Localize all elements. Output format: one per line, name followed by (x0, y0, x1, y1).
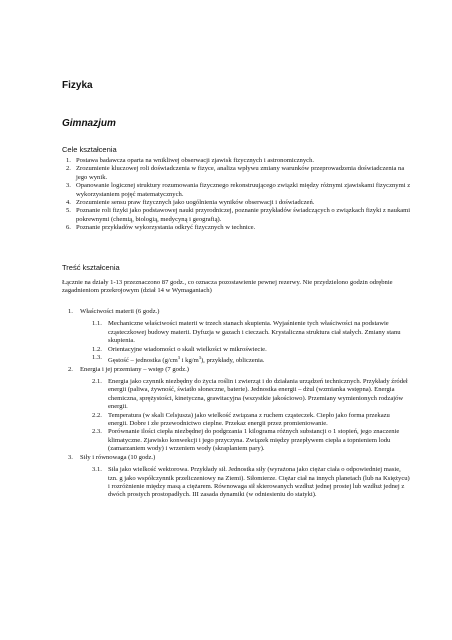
subsection-1-1: 1.1. Mechaniczne właściwości materii w trzech stanach skupienia. Wyjaśnienie tych właściwości na podstawie cząsteczkowej budowy materii. Dyfuzja w gazach i cieczach. Krystaliczna struktura ciał stałych. Zmiany stanu skupienia. (92, 320, 401, 345)
list-item: 5. Poznanie roli fizyki jako podstawowej nauki przyrodniczej, poznanie przykładów świadczących o związkach fizyki z naukami pokrewnymi (chemią, biologią, medycyną i geografią). (66, 207, 411, 223)
section-2: 2. Energia i jej przemiany – wstęp (7 godz.) (68, 365, 190, 373)
list-item: 4. Zrozumienie sensu praw fizycznych jako uogólnienia wyników obserwacji i doświadczeń. (66, 199, 315, 207)
list-item: 3. Opanowanie logicznej struktury rozumowania fizycznego rekonstruującego związki między różnymi zjawiskami fizycznymi z wykorzystaniem pojęć matematycznych. (66, 182, 411, 198)
subsection-3-1: 3.1. Siła jako wielkość wektorowa. Przykłady sił. Jednostka siły (wyrażona jako ciężar ciała o odpowiedniej masie, tzn. g jako współczynnik przeliczeniowy na Ziemi). Siłomierze. Ciężar ciał na innych planetach (lub na Księżycu) i rozróżnienie między masą a ciężarem. Równowaga sił skierowanych wzdłuż jednej prostej lub wzdłuż jednej z dwóch prostych prostopadłych. III zasada dynamiki (w odniesieniu do statyki). (92, 466, 410, 499)
list-item: 2. Zrozumienie kluczowej roli doświadczenia w fizyce, analiza wpływu zmiany warunków przeprowadzenia doświadczenia na jego wynik. (66, 165, 405, 181)
list-item: 6. Poznanie przykładów wykorzystania odkryć fizycznych w technice. (66, 224, 256, 232)
subsection-2-3: 2.3. Porównanie ilości ciepła niezbędnej do podgrzania 1 kilograma różnych substancji o 1 stopień, jego znaczenie klimatyczne. Zjawisko konwekcji i jego przyczyna. Związek między przepływem ciepła a topnieniem lodu (zamarzaniem wody) i wrzeniem wody (skraplaniem pary). (92, 428, 400, 453)
subsection-2-1: 2.1. Energia jako czynnik niezbędny do życia roślin i zwierząt i do działania urządzeń technicznych. Przykłady źródeł energii (paliwa, żywność, światło słoneczne, baterie). Jednostka energii – dżul (wzmianka wstępna). Energia chemiczna, sprężystości, kinetyczna, grawitacyjna (wszystkie jakościowo). Przemiany wymienionych rodzajów energii. (92, 378, 408, 411)
section-1: 1. Właściwości materii (6 godz.) (68, 308, 160, 315)
goals-list (62, 157, 416, 233)
goals-heading: Cele kształcenia (62, 145, 117, 154)
section-3: 3. Siły i równowaga (10 godz.) (68, 453, 156, 461)
section-subtitle: Gimnazjum (62, 118, 116, 129)
page-title: Fizyka (62, 80, 93, 91)
content-outline (62, 308, 410, 500)
subsection-1-3: 1.3. Gęstość – jednostka ($g/cm^3$ i $kg/m^3$), przykłady, obliczenia. (92, 354, 265, 365)
subsection-1-2: 1.2. Orientacyjne wiadomości o skali wielkości w mikroświecie. (92, 345, 267, 353)
intro-paragraph: Łącznie na działy 1-13 przeznaczono 87 godz., co oznacza pozostawienie pewnej rezerwy. Nie przydzielono godzin odrębnie zagadnieniom przekrojowym (dział 14 w Wymaganiach) (62, 279, 393, 295)
content-heading: Treść kształcenia (62, 263, 120, 272)
list-item: 1. Postawa badawcza oparta na wnikliwej obserwacji zjawisk fizycznych i astronomicznych. (66, 157, 315, 164)
subsection-2-2: 2.2. Temperatura (w skali Celsjusza) jako wielkość związana z ruchem cząsteczek. Ciepło jako forma przekazu energii. Dobre i złe przewodnictwo cieplne. Przekaz energii przez promieniowanie. (92, 411, 390, 428)
